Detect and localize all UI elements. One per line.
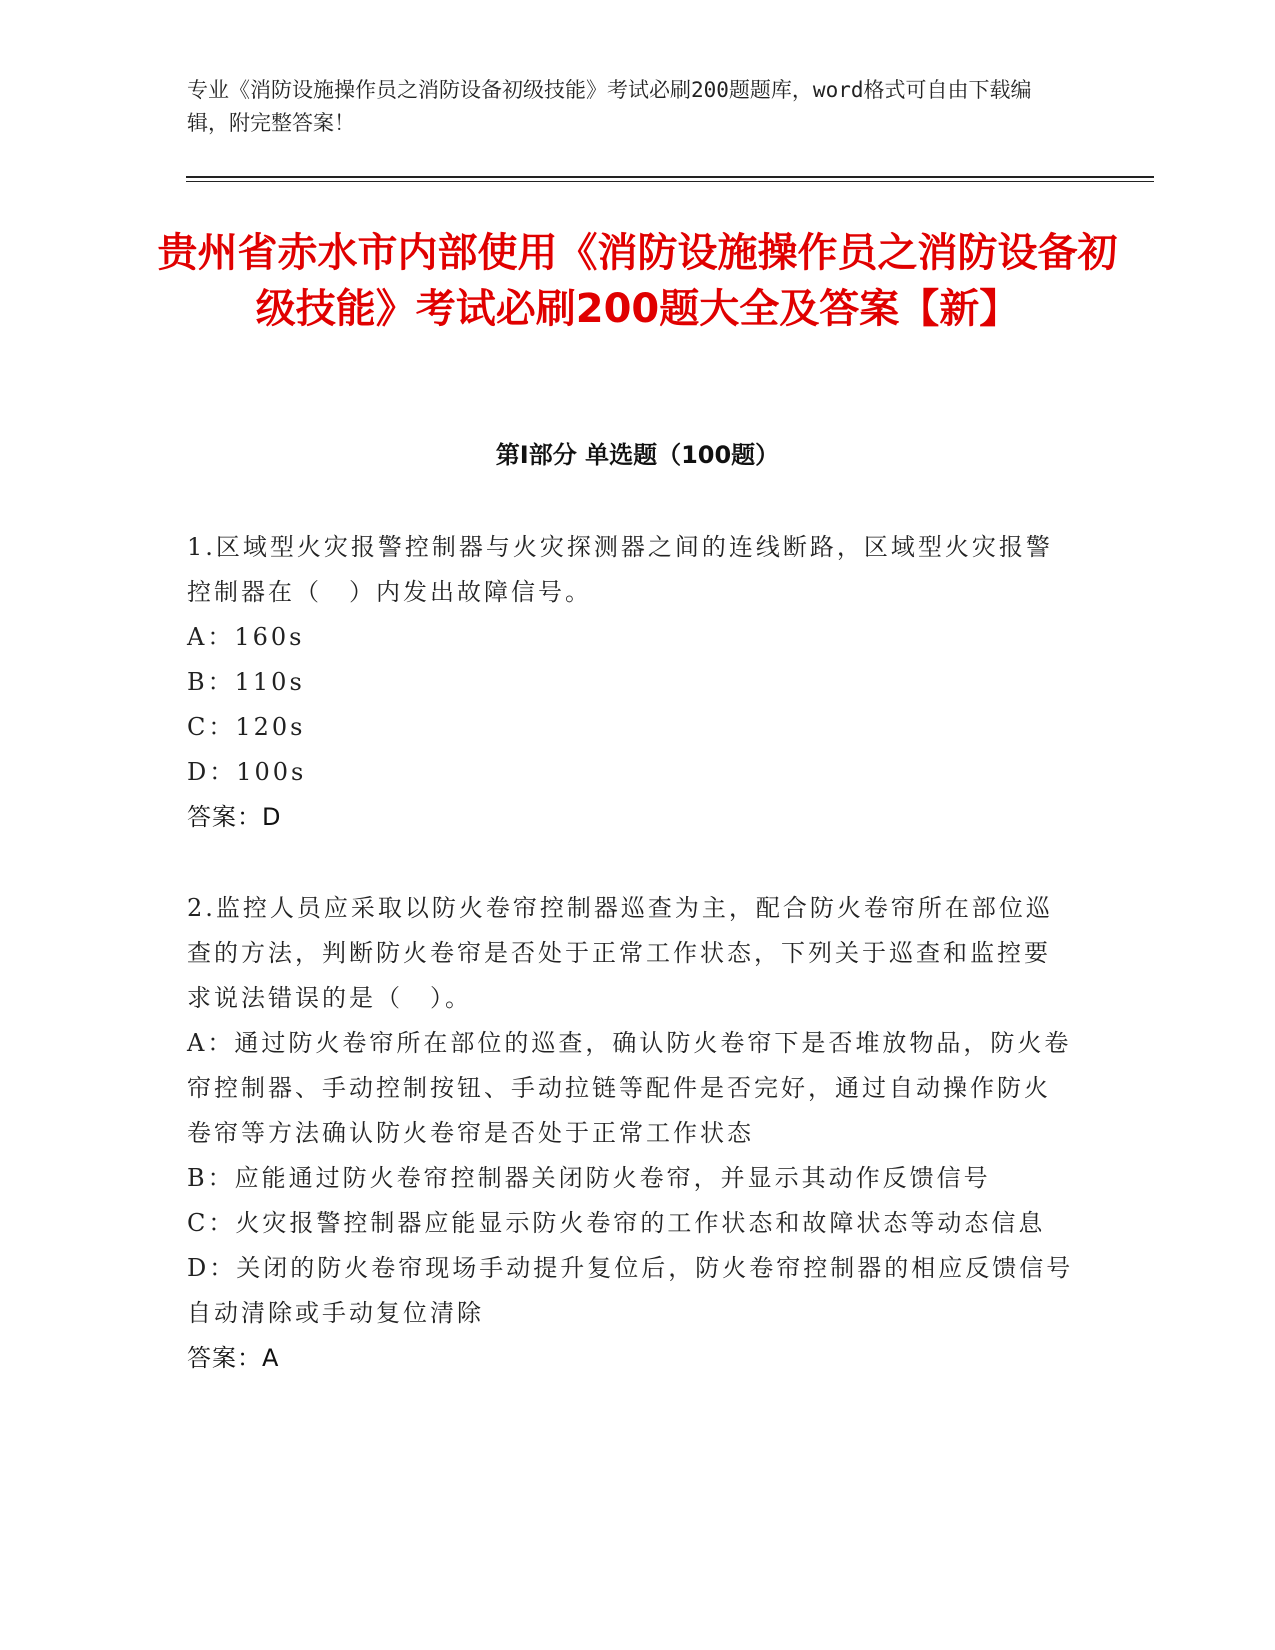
question-1 bbox=[187, 525, 1077, 840]
option-d: D：关闭的防火卷帘现场手动提升复位后，防火卷帘控制器的相应反馈信号自动清除或手动复位清除 bbox=[187, 1254, 1074, 1327]
header-divider-thick bbox=[186, 176, 1154, 178]
question-text: 2.监控人员应采取以防火卷帘控制器巡查为主，配合防火卷帘所在部位巡查的方法，判断防火卷帘是否处于正常工作状态，下列关于巡查和监控要求说法错误的是（ ）。 bbox=[187, 894, 1053, 1012]
answer-line: 答案：A bbox=[187, 1344, 280, 1372]
question-2 bbox=[187, 886, 1077, 1381]
header-divider-thin bbox=[186, 181, 1154, 182]
section-title: 第I部分 单选题（100题） bbox=[495, 441, 780, 469]
option-c: C：120s bbox=[187, 713, 306, 741]
header-note: 专业《消防设施操作员之消防设备初级技能》考试必刷200题题库，word格式可自由下载编辑，附完整答案！ bbox=[187, 78, 1032, 135]
answer-line: 答案：D bbox=[187, 803, 282, 831]
question-text: 1.区域型火灾报警控制器与火灾探测器之间的连线断路，区域型火灾报警控制器在（ ）内发出故障信号。 bbox=[187, 533, 1053, 606]
option-c: C：火灾报警控制器应能显示防火卷帘的工作状态和故障状态等动态信息 bbox=[187, 1209, 1046, 1237]
option-b: B：应能通过防火卷帘控制器关闭防火卷帘，并显示其动作反馈信号 bbox=[187, 1164, 991, 1192]
option-d: D：100s bbox=[187, 758, 307, 786]
option-a: A：160s bbox=[187, 623, 305, 651]
document-title: 贵州省赤水市内部使用《消防设施操作员之消防设备初级技能》考试必刷200题大全及答案【新】 bbox=[157, 230, 1118, 332]
option-a: A：通过防火卷帘所在部位的巡查，确认防火卷帘下是否堆放物品，防火卷帘控制器、手动控制按钮、手动拉链等配件是否完好，通过自动操作防火卷帘等方法确认防火卷帘是否处于正常工作状态 bbox=[187, 1029, 1072, 1147]
option-b: B：110s bbox=[187, 668, 305, 696]
